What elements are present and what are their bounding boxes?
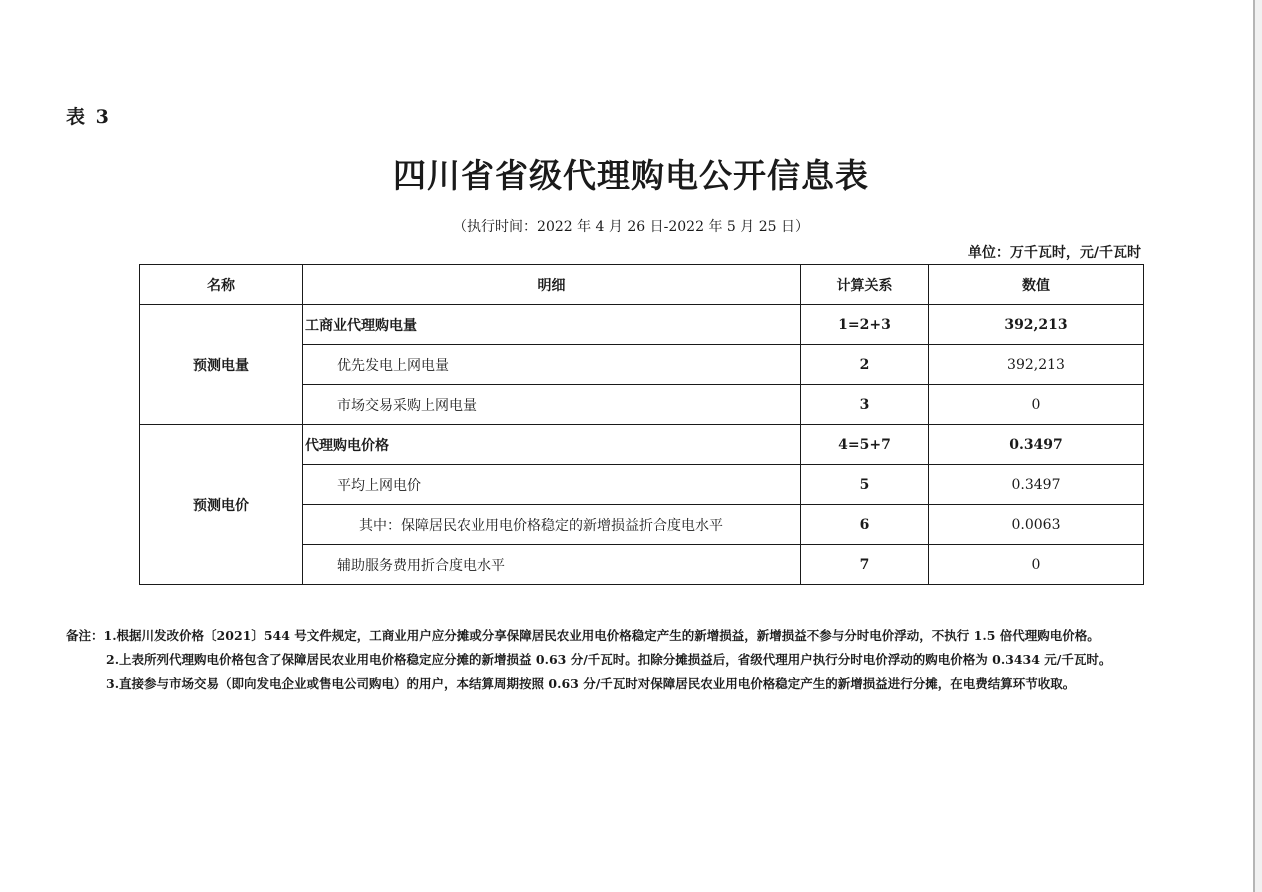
row-relation: 6 [801, 505, 929, 545]
note-line-1: 备注：1.根据川发改价格〔2021〕544 号文件规定，工商业用户应分摊或分享保障居民农业用电价格稳定产生的新增损益，新增损益不参与分时电价浮动，不执行 1.5 倍代理购电价格。 [66, 628, 1100, 643]
table-number-label: 表 3 [66, 106, 111, 128]
column-header-relation: 计算关系 [801, 265, 929, 305]
row-detail: 优先发电上网电量 [303, 345, 801, 385]
row-value: 0.0063 [929, 505, 1144, 545]
group-name-forecast-price: 预测电价 [140, 425, 303, 585]
row-value: 0 [929, 385, 1144, 425]
column-header-detail: 明细 [303, 265, 801, 305]
table-header-row [140, 265, 1144, 305]
table-row [140, 425, 1144, 465]
note-line-2: 2.上表所列代理购电价格包含了保障居民农业用电价格稳定应分摊的新增损益 0.63 分/千瓦时。扣除分摊损益后，省级代理用户执行分时电价浮动的购电价格为 0.3434 元/千瓦时。 [106, 652, 1112, 667]
column-header-value: 数值 [929, 265, 1144, 305]
row-relation: 4=5+7 [801, 425, 929, 465]
unit-label: 单位：万千瓦时，元/千瓦时 [967, 245, 1141, 261]
row-relation: 2 [801, 345, 929, 385]
row-detail: 工商业代理购电量 [303, 305, 801, 345]
row-detail: 平均上网电价 [303, 465, 801, 505]
page-title: 四川省省级代理购电公开信息表 [393, 156, 869, 195]
row-relation: 7 [801, 545, 929, 585]
page-edge-shadow [1255, 0, 1262, 892]
group-name-forecast-volume: 预测电量 [140, 305, 303, 425]
row-detail: 其中：保障居民农业用电价格稳定的新增损益折合度电水平 [303, 505, 801, 545]
row-value: 0.3497 [929, 425, 1144, 465]
row-detail: 市场交易采购上网电量 [303, 385, 801, 425]
row-relation: 3 [801, 385, 929, 425]
row-value: 0.3497 [929, 465, 1144, 505]
row-detail: 代理购电价格 [303, 425, 801, 465]
info-table [139, 264, 1144, 585]
row-detail: 辅助服务费用折合度电水平 [303, 545, 801, 585]
row-value: 0 [929, 545, 1144, 585]
row-relation: 1=2+3 [801, 305, 929, 345]
row-value: 392,213 [929, 345, 1144, 385]
execution-period: （执行时间：2022 年 4 月 26 日-2022 年 5 月 25 日） [453, 219, 809, 235]
note-line-3: 3.直接参与市场交易（即向发电企业或售电公司购电）的用户，本结算周期按照 0.63 分/千瓦时对保障居民农业用电价格稳定产生的新增损益进行分摊，在电费结算环节收取。 [106, 676, 1076, 691]
row-value: 392,213 [929, 305, 1144, 345]
table-row [140, 305, 1144, 345]
notes-block [66, 624, 1111, 696]
row-relation: 5 [801, 465, 929, 505]
column-header-name: 名称 [140, 265, 303, 305]
